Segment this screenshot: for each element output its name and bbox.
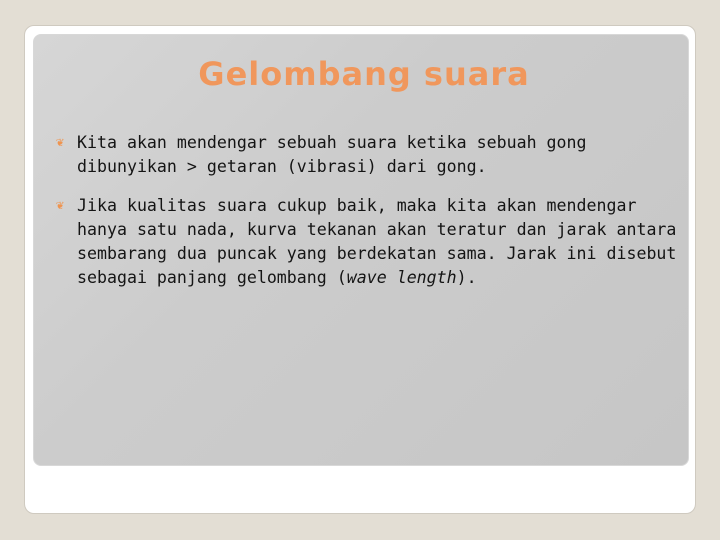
ornate-bullet-icon: ❦	[56, 135, 64, 150]
bullet-item	[50, 131, 689, 179]
slide-title	[34, 55, 688, 93]
ornate-bullet-icon: ❦	[56, 198, 64, 213]
slide-title-text: Gelombang suara	[198, 55, 530, 93]
bullet-item	[50, 194, 689, 290]
bullet-list	[50, 131, 689, 305]
bullet-text: Kita akan mendengar sebuah suara ketika sebuah gong dibunyikan > getaran (vibrasi) dari gong.	[77, 133, 587, 176]
bullet-text-before: Jika kualitas suara cukup baik, maka kita akan mendengar hanya satu nada, kurva tekanan akan teratur dan jarak antara sembarang dua puncak yang berdekatan sama. Jarak ini disebut sebagai panjang gelombang (	[77, 196, 677, 287]
content-panel	[33, 34, 689, 466]
bullet-term: wave length	[346, 268, 457, 287]
slide	[24, 25, 696, 514]
bullet-text-after: ).	[456, 268, 477, 287]
bullet-text	[77, 196, 676, 287]
